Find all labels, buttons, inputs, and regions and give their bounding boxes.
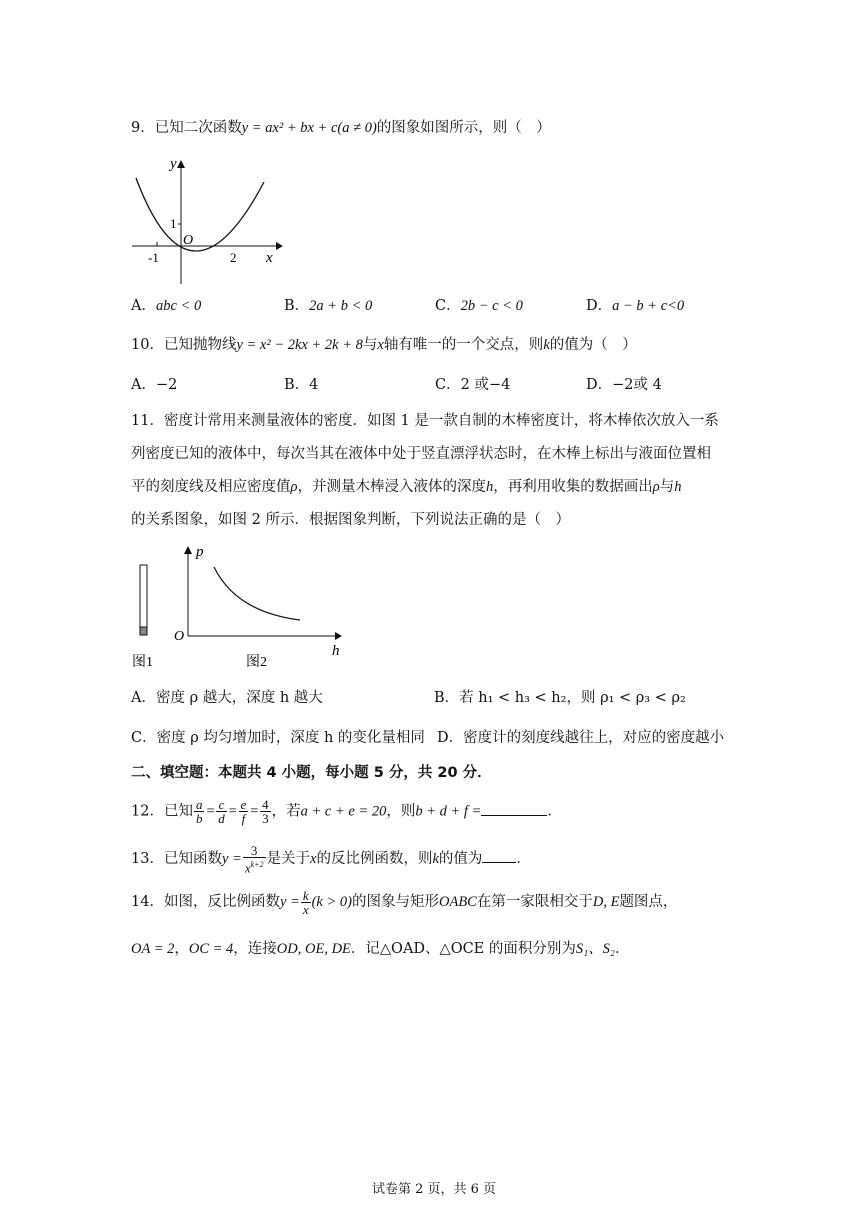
q11-option-c[interactable]: C．密度 ρ 均匀增加时，深度 h 的变化量相同 bbox=[131, 730, 425, 746]
q13-answer-blank[interactable] bbox=[482, 848, 516, 863]
q9-parabola-curve bbox=[136, 178, 264, 251]
q9-y-arrow bbox=[177, 160, 185, 168]
q10-option-d[interactable]: D．−2或 4 bbox=[586, 377, 662, 393]
q12-frac-1: $\frac{a}{b}$ bbox=[195, 797, 203, 826]
q11-stick-weight bbox=[140, 627, 147, 635]
q11-line-2: 列密度已知的液体中，每次当其在液体中处于竖直漂浮状态时，在木棒上标出与液面位置相 bbox=[131, 446, 711, 462]
q11-y-arrow bbox=[184, 546, 192, 554]
q13-frac: $\frac{3}{x^{k+2}}$ bbox=[244, 843, 264, 876]
q11-origin-label: O bbox=[174, 629, 185, 644]
q14-line-2: OA = 2，OC = 4，连接OD, OE, DE．记△OAD、△OCE 的面积分别为S₁、S₂． bbox=[131, 941, 630, 957]
q10-option-b[interactable]: B．4 bbox=[284, 377, 319, 393]
q9-suffix: 的图象如图所示，则（ ） bbox=[376, 120, 551, 136]
q11-option-d[interactable]: D．密度计的刻度线越往上，对应的密度越小 bbox=[437, 730, 725, 746]
q11-option-a[interactable]: A．密度 ρ 越大，深度 h 越大 bbox=[131, 690, 323, 706]
q9-x-arrow bbox=[276, 242, 283, 250]
q11-stick bbox=[140, 565, 147, 635]
q11-option-b[interactable]: B．若 h₁ < h₃ < h₂，则 ρ₁ < ρ₃ < ρ₂ bbox=[434, 690, 686, 706]
q11-x-arrow bbox=[335, 632, 342, 640]
q9-option-a[interactable]: A．abc < 0 bbox=[131, 298, 202, 314]
q14-line-1: 14．如图，反比例函数y = $\frac{k}{x}$ (k > 0)的图象与矩形OABC在第一家限相交于D, E题图点， bbox=[131, 887, 678, 917]
page-footer: 试卷第 2 页，共 6 页 bbox=[371, 1182, 497, 1197]
q9-tick-1-label: 1 bbox=[170, 216, 177, 231]
q12-answer-blank[interactable] bbox=[481, 801, 547, 816]
q9-option-b[interactable]: B．2a + b < 0 bbox=[284, 298, 373, 314]
q9-option-d[interactable]: D．a − b + c<0 bbox=[586, 298, 685, 314]
q10-option-a[interactable]: A．−2 bbox=[131, 377, 178, 393]
q9-option-c[interactable]: C．2b − c < 0 bbox=[435, 298, 523, 314]
q11-y-label: p bbox=[196, 544, 204, 560]
q12-frac-4: $\frac{4}{3}$ bbox=[262, 797, 269, 826]
q14-frac: $\frac{k}{x}$ bbox=[302, 887, 309, 917]
q13-stem: 13．已知函数y = $\frac{3}{x^{k+2}}$ 是关于x的反比例函数，则k的值为 ． bbox=[131, 843, 531, 876]
q9-formula: y = ax² + bx + c(a ≠ 0) bbox=[241, 120, 377, 136]
q10-stem: 10．已知抛物线y = x² − 2kx + 2k + 8与x轴有唯一的一个交点，则k的值为（ ） bbox=[131, 337, 637, 353]
q11-fig1-caption: 图1 bbox=[132, 655, 153, 670]
q9-origin-label: O bbox=[183, 233, 194, 248]
q9-parabola-figure bbox=[128, 152, 288, 287]
q10-formula: y = x² − 2kx + 2k + 8 bbox=[236, 337, 363, 353]
q12-frac-3: $\frac{e}{f}$ bbox=[240, 797, 247, 826]
q11-line-1: 11．密度计常用来测量液体的密度．如图 1 是一款自制的木棒密度计，将木棒依次放入一系 bbox=[131, 413, 719, 429]
q11-x-label: h bbox=[332, 643, 340, 659]
q11-line-4: 的关系图象，如图 2 所示．根据图象判断，下列说法正确的是（ ） bbox=[131, 512, 570, 528]
section-2-title: 二、填空题：本题共 4 小题，每小题 5 分，共 20 分． bbox=[131, 765, 492, 781]
q9-tick-2-label: 2 bbox=[230, 250, 237, 265]
q9-stem bbox=[131, 118, 551, 138]
q11-line-3: 平的刻度线及相应密度值ρ，并测量木棒浸入液体的深度h，再利用收集的数据画出ρ与h bbox=[131, 479, 682, 495]
q11-figure bbox=[128, 540, 358, 674]
q9-tick-m1-label: -1 bbox=[148, 250, 159, 265]
q12-frac-2: $\frac{c}{d}$ bbox=[218, 797, 225, 826]
q9-x-label: x bbox=[266, 250, 273, 266]
q9-number: 9． bbox=[131, 120, 155, 136]
q10-option-c[interactable]: C．2 或−4 bbox=[435, 377, 511, 393]
q11-fig2-caption: 图2 bbox=[246, 655, 267, 670]
q9-y-label: y bbox=[170, 156, 177, 172]
q12-stem: 12．已知 $\frac{a}{b}$ = $\frac{c}{d}$ = $\frac{e}{f}$ = $\frac{4}{3}$ ，若a + c + e = 20，则b + d + f = ． bbox=[131, 797, 562, 826]
q9-prefix: 已知二次函数 bbox=[154, 120, 242, 136]
q11-curve bbox=[214, 567, 300, 620]
